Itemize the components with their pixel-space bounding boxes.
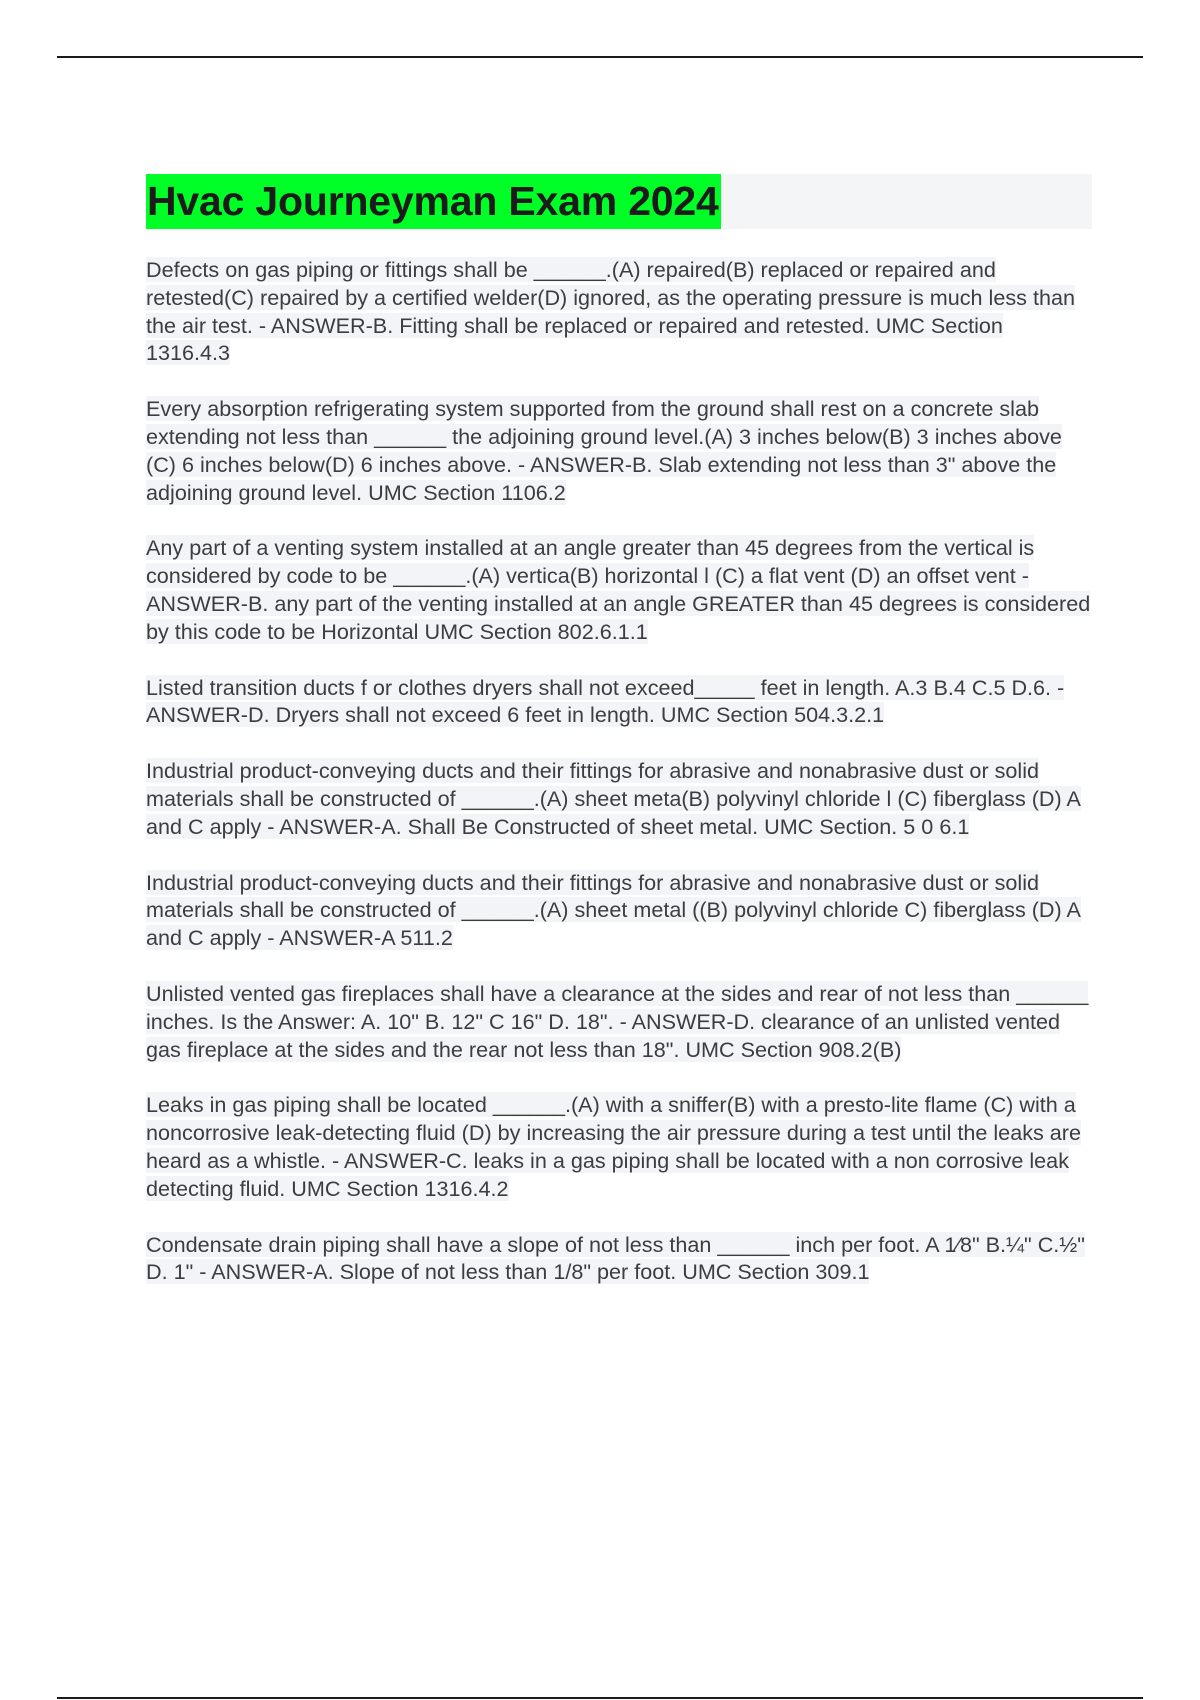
question-text: Listed transition ducts f or clothes dryers shall not exceed_____ feet in length. A.3 B.4 C.5 D.6. - ANSWER-D. Dryers shall not exceed 6 feet in length. UMC Section 504.3.2.1	[146, 674, 1065, 728]
document-title: Hvac Journeyman Exam 2024	[146, 174, 721, 229]
question-entry	[146, 869, 1092, 952]
question-text: Any part of a venting system installed at an angle greater than 45 degrees from the vertical is considered by code to be ______.(A) vertica(B) horizontal l (C) a flat vent (D) an offset vent - ANSWER-B. any part of the venting installed at an angle GREATER than 45 degrees is considered by this code to be Horizontal UMC Section 802.6.1.1	[146, 535, 1091, 644]
question-entry	[146, 757, 1092, 840]
question-text: Unlisted vented gas fireplaces shall have a clearance at the sides and rear of not less than ______ inches. Is the Answer: A. 10" B. 12" C 16" D. 18". - ANSWER-D. clearance of an unlisted vented gas fireplace at the sides and the rear not less than 18". UMC Section 908.2(B)	[146, 980, 1089, 1062]
question-entry	[146, 395, 1092, 506]
title-bar	[146, 174, 1092, 229]
top-rule	[57, 56, 1143, 58]
question-text: Condensate drain piping shall have a slope of not less than ______ inch per foot. A 1⁄8" B.¼" C.½" D. 1" - ANSWER-A. Slope of not less than 1/8" per foot. UMC Section 309.1	[146, 1231, 1085, 1285]
question-text: Industrial product-conveying ducts and their fittings for abrasive and nonabrasive dust or solid materials shall be constructed of ______.(A) sheet metal ((B) polyvinyl chloride C) fiberglass (D) A and C apply - ANSWER-A 511.2	[146, 869, 1081, 951]
question-entry	[146, 674, 1092, 730]
document-body	[146, 174, 1092, 1314]
question-text: Industrial product-conveying ducts and their fittings for abrasive and nonabrasive dust or solid materials shall be constructed of ______.(A) sheet meta(B) polyvinyl chloride l (C) fiberglass (D) A and C apply - ANSWER-A. Shall Be Constructed of sheet metal. UMC Section. 5 0 6.1	[146, 758, 1081, 839]
question-list	[146, 256, 1092, 1286]
bottom-rule	[57, 1697, 1143, 1699]
question-entry	[146, 980, 1092, 1063]
question-entry	[146, 534, 1092, 645]
question-entry	[146, 1091, 1092, 1202]
question-entry	[146, 256, 1092, 367]
question-text: Every absorption refrigerating system supported from the ground shall rest on a concrete slab extending not less than ______ the adjoining ground level.(A) 3 inches below(B) 3 inches above (C) 6 inches below(D) 6 inches above. - ANSWER-B. Slab extending not less than 3" above the adjoining ground level. UMC Section 1106.2	[146, 396, 1062, 505]
question-text: Leaks in gas piping shall be located ______.(A) with a sniffer(B) with a presto-lite flame (C) with a noncorrosive leak-detecting fluid (D) by increasing the air pressure during a test until the leaks are heard as a whistle. - ANSWER-C. leaks in a gas piping shall be located with a non corrosive leak detecting fluid. UMC Section 1316.4.2	[146, 1092, 1082, 1201]
question-text: Defects on gas piping or fittings shall be ______.(A) repaired(B) replaced or repaired and retested(C) repaired by a certified welder(D) ignored, as the operating pressure is much less than the air test. - ANSWER-B. Fitting shall be replaced or repaired and retested. UMC Section 1316.4.3	[146, 257, 1075, 366]
question-entry	[146, 1231, 1092, 1287]
